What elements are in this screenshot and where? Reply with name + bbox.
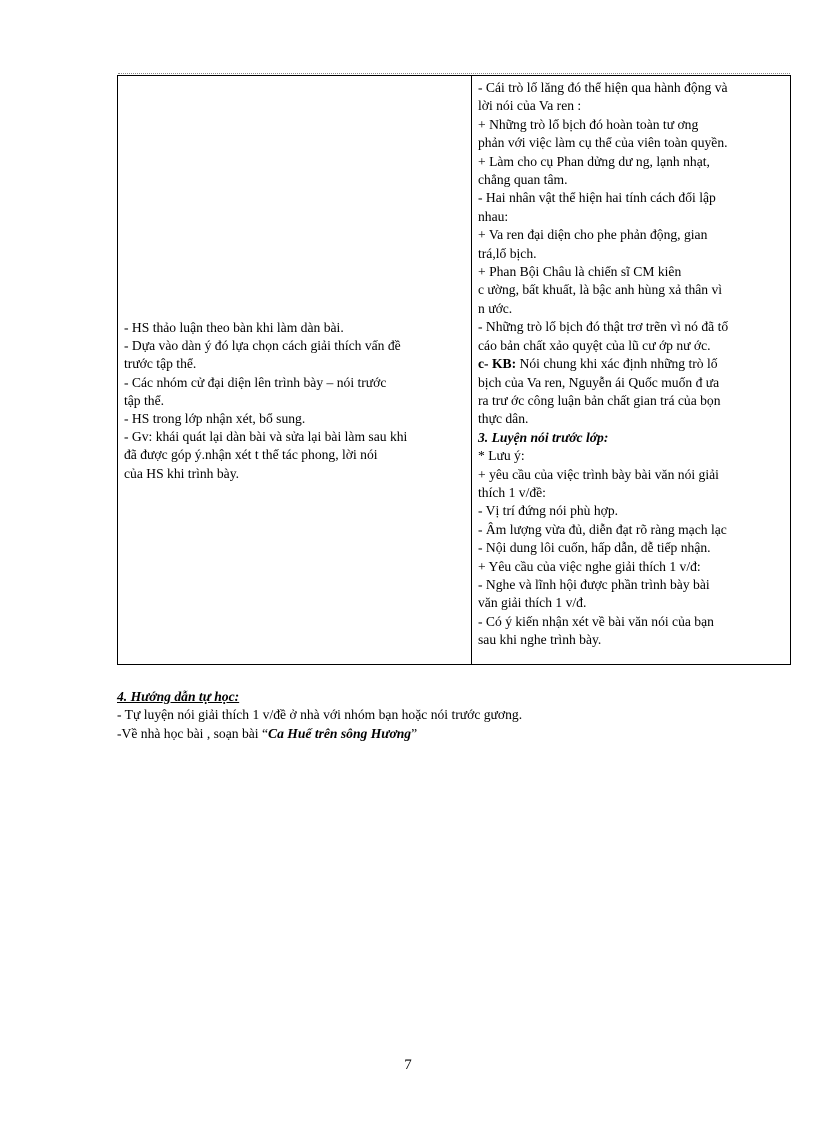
page-number: 7 [404, 1057, 412, 1073]
text-line: - Gv: khái quát lại dàn bài và sửa lại bài làm sau khi [124, 429, 408, 445]
text-line: - HS thảo luận theo bàn khi làm dàn bài. [124, 320, 344, 335]
text-line: thích 1 v/đề: [478, 484, 546, 500]
text-line: phản với việc làm cụ thể của viên toàn quyền. [478, 135, 728, 151]
text-line: sau khi nghe trình bày. [478, 632, 602, 648]
teacher-student-activities [124, 319, 464, 483]
lesson-table [117, 75, 791, 665]
text-line: + Làm cho cụ Phan dửng dư ng, lạnh nhạt, [478, 153, 710, 169]
text-line: đã được góp ý.nhận xét t thế tác phong, lời nói [124, 447, 378, 463]
text-line: - Hai nhân vật thể hiện hai tính cách đối lập [478, 190, 716, 206]
section-3-title: 3. Luyện nói trước lớp: [478, 429, 609, 445]
text-line: + Những trò lố bịch đó hoàn toàn tư ơng [478, 116, 699, 132]
text-line: * Lưu ý: [478, 448, 525, 464]
text-line: thực dân. [478, 411, 529, 427]
text-line: của HS khi trình bày. [124, 465, 240, 481]
guide-prefix: -Về nhà học bài , soạn bài “ [117, 725, 268, 741]
text-line: n ước. [478, 300, 513, 316]
text-line: chẳng quan tâm. [478, 172, 568, 188]
text-line: - Cái trò lố lăng đó thể hiện qua hành động và [478, 80, 728, 95]
text-line: - HS trong lớp nhận xét, bổ sung. [124, 411, 306, 427]
guide-line [117, 725, 791, 743]
self-study-guide [117, 688, 791, 743]
text-line: c ường, bất khuất, là bậc anh hùng xả thân vì [478, 282, 723, 298]
text-line: - Có ý kiến nhận xét về bài văn nói của bạn [478, 613, 714, 629]
text-line: nhau: [478, 208, 509, 224]
text-line: ra trư ớc công luận bản chất gian trá của bọn [478, 392, 721, 408]
text-line: trước tập thể. [124, 356, 197, 372]
guide-title: 4. Hướng dẫn tự học: [117, 689, 240, 704]
text-line: - Dựa vào dàn ý đó lựa chọn cách giải thích vấn đề [124, 338, 401, 354]
guide-suffix: ” [411, 725, 418, 741]
text-line: trá,lố bịch. [478, 245, 537, 261]
text-line: - Nội dung lôi cuốn, hấp dẫn, dễ tiếp nhận. [478, 540, 711, 556]
text-line: văn giải thích 1 v/đ. [478, 595, 587, 611]
text-line: - Các nhóm cử đại diện lên trình bày – nói trước [124, 374, 387, 390]
lesson-content [478, 79, 786, 650]
text-line: - Vị trí đứng nói phù hợp. [478, 503, 619, 519]
text-line: + Va ren đại diện cho phe phản động, gian [478, 227, 708, 243]
text-line: lời nói của Va ren : [478, 98, 582, 114]
kb-label: c- KB: [478, 356, 517, 372]
text-line: + Phan Bội Châu là chiến sĩ CM kiên [478, 264, 682, 280]
text-line: + yêu cầu của việc trình bày bài văn nói giải [478, 466, 719, 482]
lesson-title: Ca Huế trên sông Hương [268, 725, 412, 741]
kb-line [478, 355, 786, 373]
text-line: - Nghe và lĩnh hội được phần trình bày bài [478, 576, 710, 592]
guide-line: - Tự luyện nói giải thích 1 v/đề ở nhà với nhóm bạn hoặc nói trước gương. [117, 707, 523, 723]
text-line: - Những trò lố bịch đó thật trơ trẽn vì nó đã tố [478, 319, 729, 335]
text-line: bịch của Va ren, Nguyễn ái Quốc muốn đ ưa [478, 374, 720, 390]
text-line: + Yêu cầu của việc nghe giải thích 1 v/đ: [478, 558, 701, 574]
kb-text: Nói chung khi xác định những trò lố [516, 356, 718, 372]
column-divider [471, 76, 472, 664]
text-line: tập thể. [124, 392, 165, 408]
text-line: cáo bản chất xảo quyệt của lũ cư ớp nư ớc. [478, 337, 711, 353]
text-line: - Âm lượng vừa đủ, diễn đạt rõ ràng mạch lạc [478, 521, 727, 537]
